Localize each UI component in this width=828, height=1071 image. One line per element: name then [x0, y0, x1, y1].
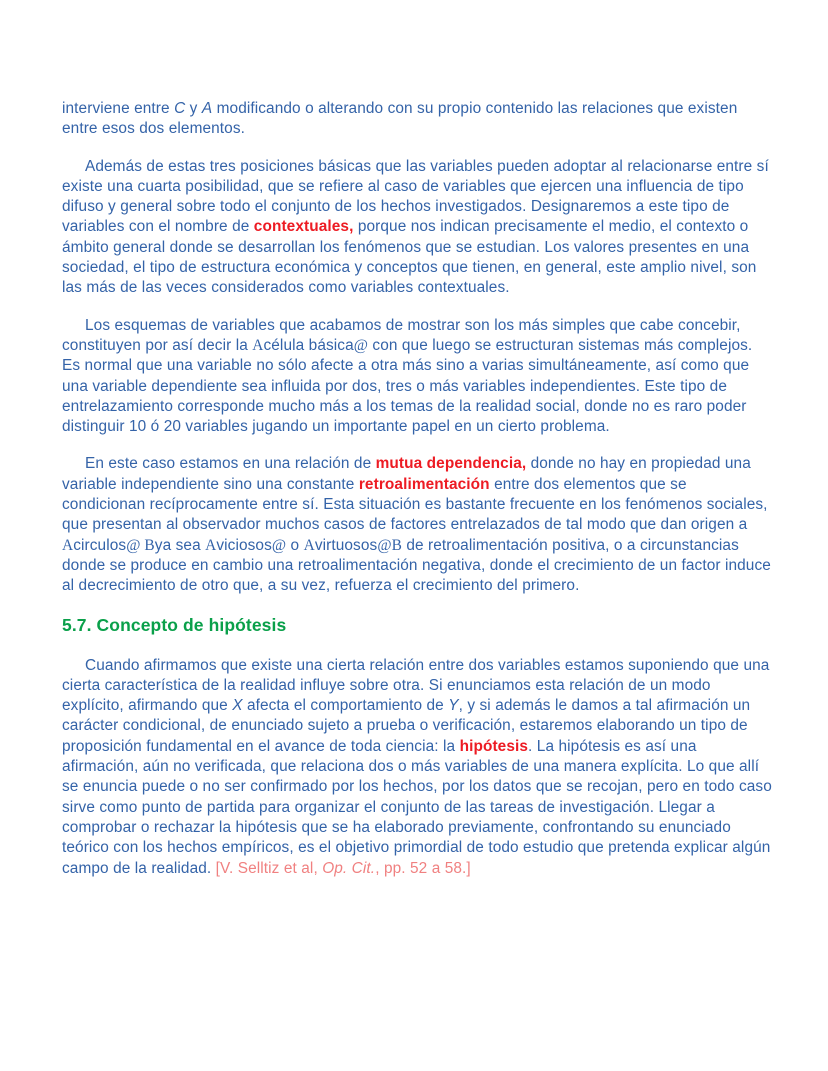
text-run: modificando o alterando con su propio contenido las relaciones que existen entre esos dos elementos.	[62, 100, 738, 138]
text-run: célula básica	[263, 336, 354, 354]
text-run: C	[174, 100, 186, 117]
text-run: Los esquemas de variables que acabamos de mostrar son los más simples que cabe concebir, constituyen por así decir la	[62, 316, 741, 354]
symbol-artifact-text: A	[205, 536, 217, 554]
citation-text: [V. Selltiz et al,	[215, 859, 323, 877]
text-run: virtuosos	[314, 536, 378, 554]
text-run: donde no hay en propiedad una variable independiente sino una constante	[62, 455, 751, 493]
paragraph	[62, 454, 774, 596]
text-run: viciosos	[216, 536, 272, 554]
symbol-artifact-text: A	[252, 336, 264, 354]
emphasis-text: contextuales,	[253, 218, 354, 236]
paragraph	[62, 316, 774, 438]
paragraph	[62, 99, 774, 140]
text-run: circulos	[73, 536, 127, 554]
symbol-artifact-text: A	[303, 536, 315, 554]
citation-text: Op. Cit.	[322, 859, 376, 877]
text-run: o	[286, 536, 304, 554]
text-run: y	[185, 100, 202, 117]
text-run: Además de estas tres posiciones básicas que las variables pueden adoptar al relacionarse entre sí existe una cuarta posibilidad, que se refiere al caso de variables que ejercen una influencia de tipo difuso y general sobre todo el conjunto de los hechos investigados. Designaremos a este tipo de variables con el nombre de	[62, 157, 769, 236]
emphasis-text: hipótesis	[459, 737, 529, 755]
emphasis-text: mutua dependencia,	[375, 455, 527, 473]
text-run: ya sea	[154, 536, 206, 554]
text-run: afecta el comportamiento de	[242, 697, 449, 715]
symbol-artifact-text: @B	[377, 536, 402, 554]
symbol-artifact-text: A	[62, 536, 74, 554]
text-run: En este caso estamos en una relación de	[85, 455, 376, 473]
text-run: . La hipótesis es así una afirmación, aún no verificada, que relaciona dos o más variables de una manera explícita. Lo que allí se enuncia puede o no ser confirmado por los hechos, por los datos que se recojan, pero en todo caso sirve como punto de partida para organizar el conjunto de las tareas de investigación. Llegar a comprobar o rechazar la hipótesis que se ha elaborado previamente, confrontando su enunciado teórico con los hechos empíricos, es el objetivo primordial de todo estudio que pretenda explicar algún campo de la realidad.	[62, 737, 772, 877]
symbol-artifact-text: @	[271, 536, 287, 554]
text-run: con que luego se estructuran sistemas más complejos. Es normal que una variable no sólo afecte a otra más sino a varias simultáneamente, así como que una variable dependiente sea influida por dos, tres o más variables independientes. Este tipo de entrelazamiento corresponde mucho más a los temas de la realidad social, donde no es raro poder distinguir 10 ó 20 variables jugando un importante papel en un cierto problema.	[62, 336, 753, 436]
text-run: Y	[448, 697, 459, 715]
text-run: porque nos indican precisamente el medio, el contexto o ámbito general donde se desarrollan los fenómenos que se estudian. Los valores presentes en una sociedad, el tipo de estructura económica y conceptos que tienen, en general, este amplio nivel, son las más de las veces considerados como variables contextuales.	[62, 218, 757, 297]
citation-text: , pp. 52 a 58.]	[375, 859, 471, 877]
document-content	[62, 99, 774, 896]
text-run: A	[201, 100, 213, 117]
text-run: X	[232, 697, 243, 715]
text-run: , y si además le damos a tal afirmación un carácter condicional, de enunciado sujeto a prueba o verificación, estaremos elaborando un tipo de proposición fundamental en el avance de toda ciencia: la	[62, 697, 751, 755]
text-run: de retroalimentación positiva, o a circunstancias donde se produce en cambio una retroalimentación negativa, donde el crecimiento de un factor induce al decrecimiento de otro que, a su vez, refuerza el crecimiento del primero.	[62, 536, 771, 595]
paragraph	[62, 656, 774, 879]
paragraph	[62, 157, 774, 299]
text-run: entre dos elementos que se condicionan recíprocamente entre sí. Esta situación es bastante frecuente en los fenómenos sociales, que presentan al observador muchos casos de factores entrelazados de tal modo que dan origen a	[62, 475, 768, 534]
symbol-artifact-text: @	[353, 336, 369, 354]
section-heading: 5.7. Concepto de hipótesis	[62, 614, 287, 635]
text-run: Cuando afirmamos que existe una cierta relación entre dos variables estamos suponiendo que una cierta característica de la realidad influye sobre otra. Si enunciamos esta relación de un modo explícito, afirmando que	[62, 656, 770, 715]
text-run: interviene entre	[62, 100, 175, 117]
symbol-artifact-text: @ B	[126, 536, 155, 554]
emphasis-text: retroalimentación	[358, 475, 490, 493]
